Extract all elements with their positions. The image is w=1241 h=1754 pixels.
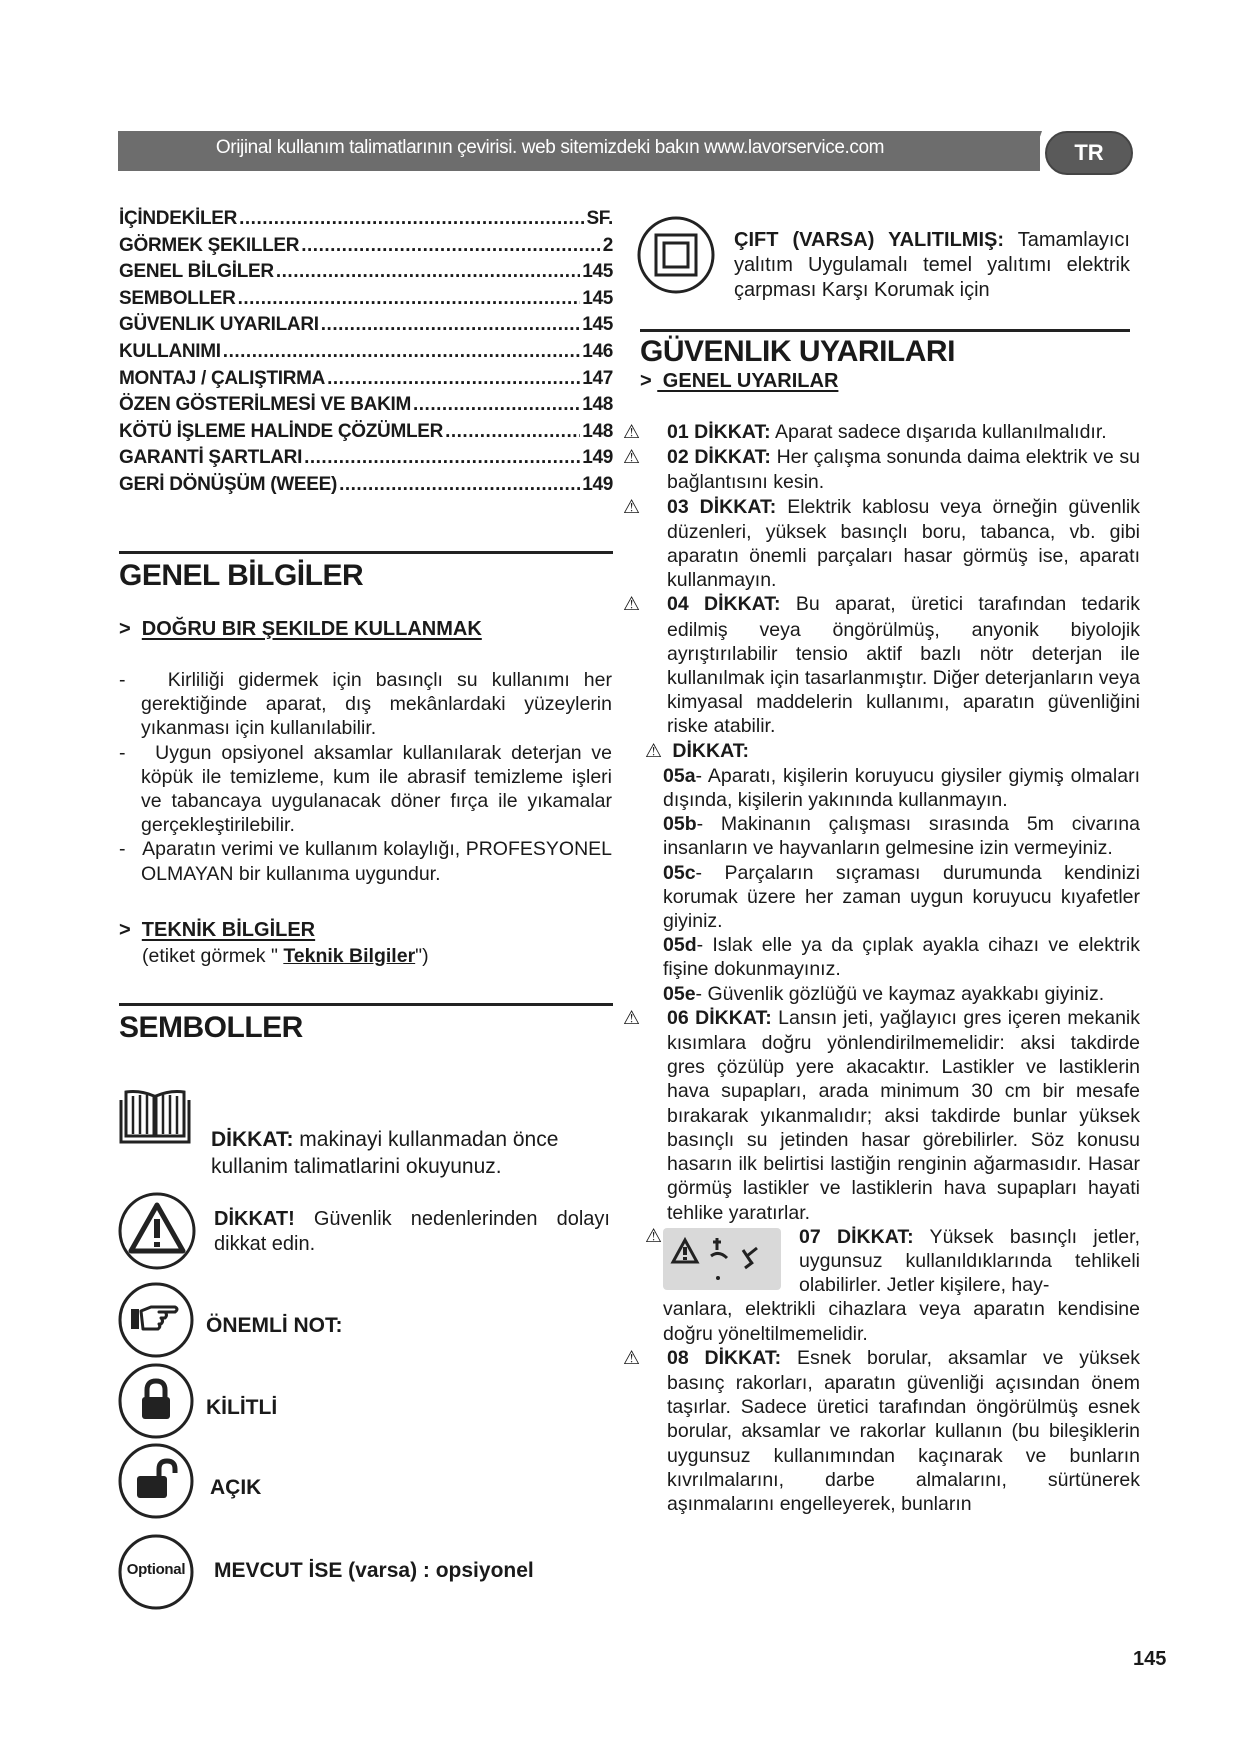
toc-page: SF. bbox=[586, 208, 613, 229]
symbol-note-text: ÖNEMLİ NOT: bbox=[206, 1314, 343, 1337]
section-title-semboller: SEMBOLLER bbox=[119, 1011, 303, 1044]
warning-triangle-icon: ⚠ bbox=[623, 1007, 641, 1029]
warning-item-07: ⚠ 07 DİKKAT: Yüksek basınçlı jetler, uygunsuz kullanıldıklarında tehlikeli olabilirler. Jetler kişilere, hay- bbox=[645, 1225, 1140, 1297]
warning-item-05: ⚠ DİKKAT: bbox=[645, 739, 1140, 764]
toc-leader bbox=[238, 286, 581, 313]
toc-leader bbox=[239, 206, 584, 233]
toc-label: MONTAJ / ÇALIŞTIRMA bbox=[119, 367, 326, 389]
warning-triangle-icon: ⚠ bbox=[623, 447, 641, 469]
table-of-contents bbox=[119, 206, 613, 499]
subheading-teknik: > TEKNİK BİLGİLER bbox=[119, 919, 316, 941]
toc-leader bbox=[413, 392, 580, 419]
toc-leader bbox=[223, 339, 580, 366]
warning-triangle-icon: ⚠ bbox=[623, 594, 641, 616]
toc-leader bbox=[339, 472, 580, 499]
toc-label: GERİ DÖNÜŞÜM (WEEE) bbox=[119, 473, 338, 495]
warning-item-02: ⚠ 02 DİKKAT: Her çalışma sonunda daima elektrik ve su bağlantısını kesin. bbox=[623, 446, 1141, 494]
section-rule bbox=[640, 329, 1130, 332]
toc-page: 149 bbox=[582, 473, 613, 495]
toc-row bbox=[119, 286, 613, 313]
symbol-locked-text: KİLİTLİ bbox=[206, 1396, 278, 1419]
toc-row bbox=[119, 445, 613, 472]
double-insulation-icon bbox=[636, 215, 716, 300]
optional-icon-label: Optional bbox=[126, 1561, 186, 1578]
section-title-genel: GENEL BİLGİLER bbox=[119, 559, 364, 592]
lock-open-icon bbox=[117, 1442, 195, 1525]
toc-label: GÜVENLIK UYARILARI bbox=[119, 314, 319, 336]
warning-item-03: ⚠ 03 DİKKAT: Elektrik kablosu veya örneğin güvenlik düzenleri, yüksek basınçlı boru, tabanca, vb. gibi aparatın önemli parçaları hasar görmüş ise, aparatı kullanmayın. bbox=[623, 495, 1141, 592]
toc-page: 146 bbox=[582, 340, 613, 362]
toc-label: ÖZEN GÖSTERİLMESİ VE BAKIM bbox=[119, 394, 411, 416]
toc-row bbox=[119, 233, 613, 260]
warning-item-04: ⚠ 04 DİKKAT: Bu aparat, üretici tarafından tedarik edilmiş veya öngörülmüş, anyonik biyolojik ayrıştırılabilir tensio aktif bazlı nötr deterjan ile kullanılmak için tasarlanmıştır. Diğer deterjanların veya kimyasal maddelerin kullanımı, aparatın güvenliğini riske atabilir. bbox=[623, 593, 1140, 738]
toc-page: 148 bbox=[582, 394, 613, 416]
warning-item-05d: 05d- Islak elle ya da çıplak ayakla cihazı ve elektrik fişine dokunmayınız. bbox=[663, 934, 1140, 981]
section-title-guvenlik: GÜVENLIK UYARILARI bbox=[640, 335, 955, 368]
jet-hazard-pictogram-icon bbox=[663, 1228, 781, 1290]
warning-list bbox=[623, 420, 1141, 1516]
toc-page: 145 bbox=[582, 261, 613, 283]
warning-icon bbox=[117, 1191, 197, 1276]
warning-item-08: ⚠ 08 DİKKAT: Esnek borular, aksamlar ve yüksek basınç rakorları, aparatın güvenliği açısından önem taşırlar. Sadece üretici tarafından öngörülmüş esnek borular, aksamlar ve rakorlar kullanın (bu bileşiklerin uygunsuz kullanımından kaçınarak ve bunların kıvrılmalarını, darbe almalarını, sürtünerek aşınmalarını engelleyerek, bunların bbox=[623, 1346, 1140, 1515]
section-rule bbox=[119, 1003, 613, 1006]
list-item: - Kirliliği gidermek için basınçlı su kullanımı her gerektiğinde aparat, dış mekânlardaki yüzeylerin yıkanması için kullanılabilir. bbox=[119, 669, 612, 740]
toc-row bbox=[119, 259, 613, 286]
warning-triangle-icon: ⚠ bbox=[623, 422, 641, 443]
toc-page: 145 bbox=[582, 287, 613, 309]
toc-leader bbox=[301, 233, 600, 260]
symbol-optional-text: MEVCUT İSE (varsa) : opsiyonel bbox=[214, 1559, 534, 1582]
warning-triangle-icon: ⚠ bbox=[645, 1225, 663, 1247]
toc-row bbox=[119, 419, 613, 446]
warning-triangle-icon: ⚠ bbox=[645, 740, 663, 762]
toc-page: 2 bbox=[602, 234, 613, 256]
symbol-double-insulation-text: ÇIFT (VARSA) YALITILMIŞ: Tamamlayıcı yalıtım Uygulamalı temel yalıtımı elektrik çarpması Karşı Korumak için bbox=[734, 229, 1130, 301]
toc-leader bbox=[327, 366, 580, 393]
toc-label: SEMBOLLER bbox=[119, 287, 236, 309]
warning-item-05a: 05a- Aparatı, kişilerin koruyucu giysiler giymiş olmaları dışında, kişilerin yakınında kullanmayın. bbox=[663, 764, 1140, 812]
toc-leader bbox=[304, 445, 580, 472]
warning-triangle-icon: ⚠ bbox=[623, 496, 641, 518]
subheading-dogru: > DOĞRU BIR ŞEKILDE KULLANMAK bbox=[119, 618, 482, 640]
toc-row bbox=[119, 392, 613, 419]
warning-item-05e: 05e- Güvenlik gözlüğü ve kaymaz ayakkabı giyiniz. bbox=[663, 982, 1105, 1005]
genel-bullets bbox=[119, 668, 612, 886]
toc-page: 149 bbox=[582, 447, 613, 469]
toc-label: KULLANIMI bbox=[119, 340, 221, 362]
toc-row bbox=[119, 472, 613, 499]
list-item: - Aparatın verimi ve kullanım kolaylığı, PROFESYONEL OLMAYAN bir kullanıma uygundur. bbox=[119, 838, 612, 885]
toc-page: 147 bbox=[582, 367, 613, 389]
toc-label: GARANTİ ŞARTLARI bbox=[119, 447, 303, 469]
toc-page: 148 bbox=[582, 420, 613, 442]
symbol-book-text: DİKKAT: makinayi kullanmadan önce kullanim talimatlarini okuyunuz. bbox=[211, 1128, 559, 1178]
toc-label: KÖTÜ İŞLEME HALİNDE ÇÖZÜMLER bbox=[119, 420, 444, 442]
symbol-open-text: AÇIK bbox=[210, 1476, 262, 1499]
manual-book-icon bbox=[118, 1086, 192, 1151]
page-number: 145 bbox=[1133, 1648, 1167, 1670]
toc-leader bbox=[276, 259, 580, 286]
toc-row bbox=[119, 366, 613, 393]
toc-label: İÇİNDEKİLER bbox=[119, 208, 238, 229]
section-rule bbox=[119, 551, 613, 554]
warning-triangle-icon: ⚠ bbox=[623, 1347, 641, 1369]
header-banner-text: Orijinal kullanım talimatlarının çevirisi. web sitemizdeki bakın www.lavorservice.com bbox=[215, 137, 885, 158]
language-badge: TR bbox=[1045, 131, 1133, 175]
toc-row bbox=[119, 312, 613, 339]
warning-item-05b: 05b- Makinanın çalışması sırasında 5m civarına insanların ve hayvanların gelmesine izin vermeyiniz. bbox=[663, 813, 1140, 860]
toc-page: 145 bbox=[582, 314, 613, 336]
symbol-warning-text: DİKKAT! Güvenlik nedenlerinden dolayı dikkat edin. bbox=[214, 1208, 610, 1255]
header-banner-edge bbox=[1028, 131, 1042, 171]
pointing-hand-icon bbox=[117, 1281, 195, 1364]
toc-label: GÖRMEK ŞEKILLER bbox=[119, 234, 300, 256]
lock-closed-icon bbox=[117, 1362, 195, 1445]
warning-item-06: ⚠ 06 DİKKAT: Lansın jeti, yağlayıcı gres içeren mekanik kısımlara doğru yönlendirilmemelidir: aksi takdirde gres çözülüp yere akacaktır. Lastikler ve lastiklerin hava supapları, arada minimum 30 cm bir mesafe bırakarak yıkanmalıdır; aksi takdirde bunlar yüksek basınçlı su jetinden hasar görebilirler. Söz konusu hasarın ilk belirtisi lastiğin renginin ağarmasıdır. Hasar görmüş lastikler ve lastiklerin hava supapları hayati tehlike yaratırlar. bbox=[623, 1006, 1140, 1224]
teknik-bilgiler-link[interactable]: Teknik Bilgiler bbox=[283, 945, 416, 967]
toc-leader bbox=[445, 419, 580, 446]
toc-label: GENEL BİLGİLER bbox=[119, 261, 274, 283]
warning-item-07-cont: vanlara, elektrikli cihazlara veya aparatın kendisine doğru yöneltilmemelidir. bbox=[663, 1298, 1140, 1345]
optional-icon bbox=[117, 1533, 195, 1616]
toc-leader bbox=[321, 312, 580, 339]
warning-item-05c: 05c- Parçaların sıçraması durumunda kendinizi korumak üzere her zaman uygun koruyucu kıyafetler giyiniz. bbox=[663, 861, 1140, 933]
list-item: - Uygun opsiyonel aksamlar kullanılarak deterjan ve köpük ile temizleme, kum ile abrasif temizleme işleri ve tabancaya uygulanacak döner fırça ile yıkamalar gerçekleştirilebilir. bbox=[119, 741, 613, 837]
toc-row bbox=[119, 339, 613, 366]
warning-item-01: ⚠ 01 DİKKAT: Aparat sadece dışarıda kullanılmalıdır. bbox=[645, 420, 1140, 445]
subheading-genel-uyarilar: > GENEL UYARILAR bbox=[640, 370, 839, 392]
toc-row bbox=[119, 206, 613, 233]
teknik-note: (etiket görmek " Teknik Bilgiler") bbox=[142, 945, 429, 967]
